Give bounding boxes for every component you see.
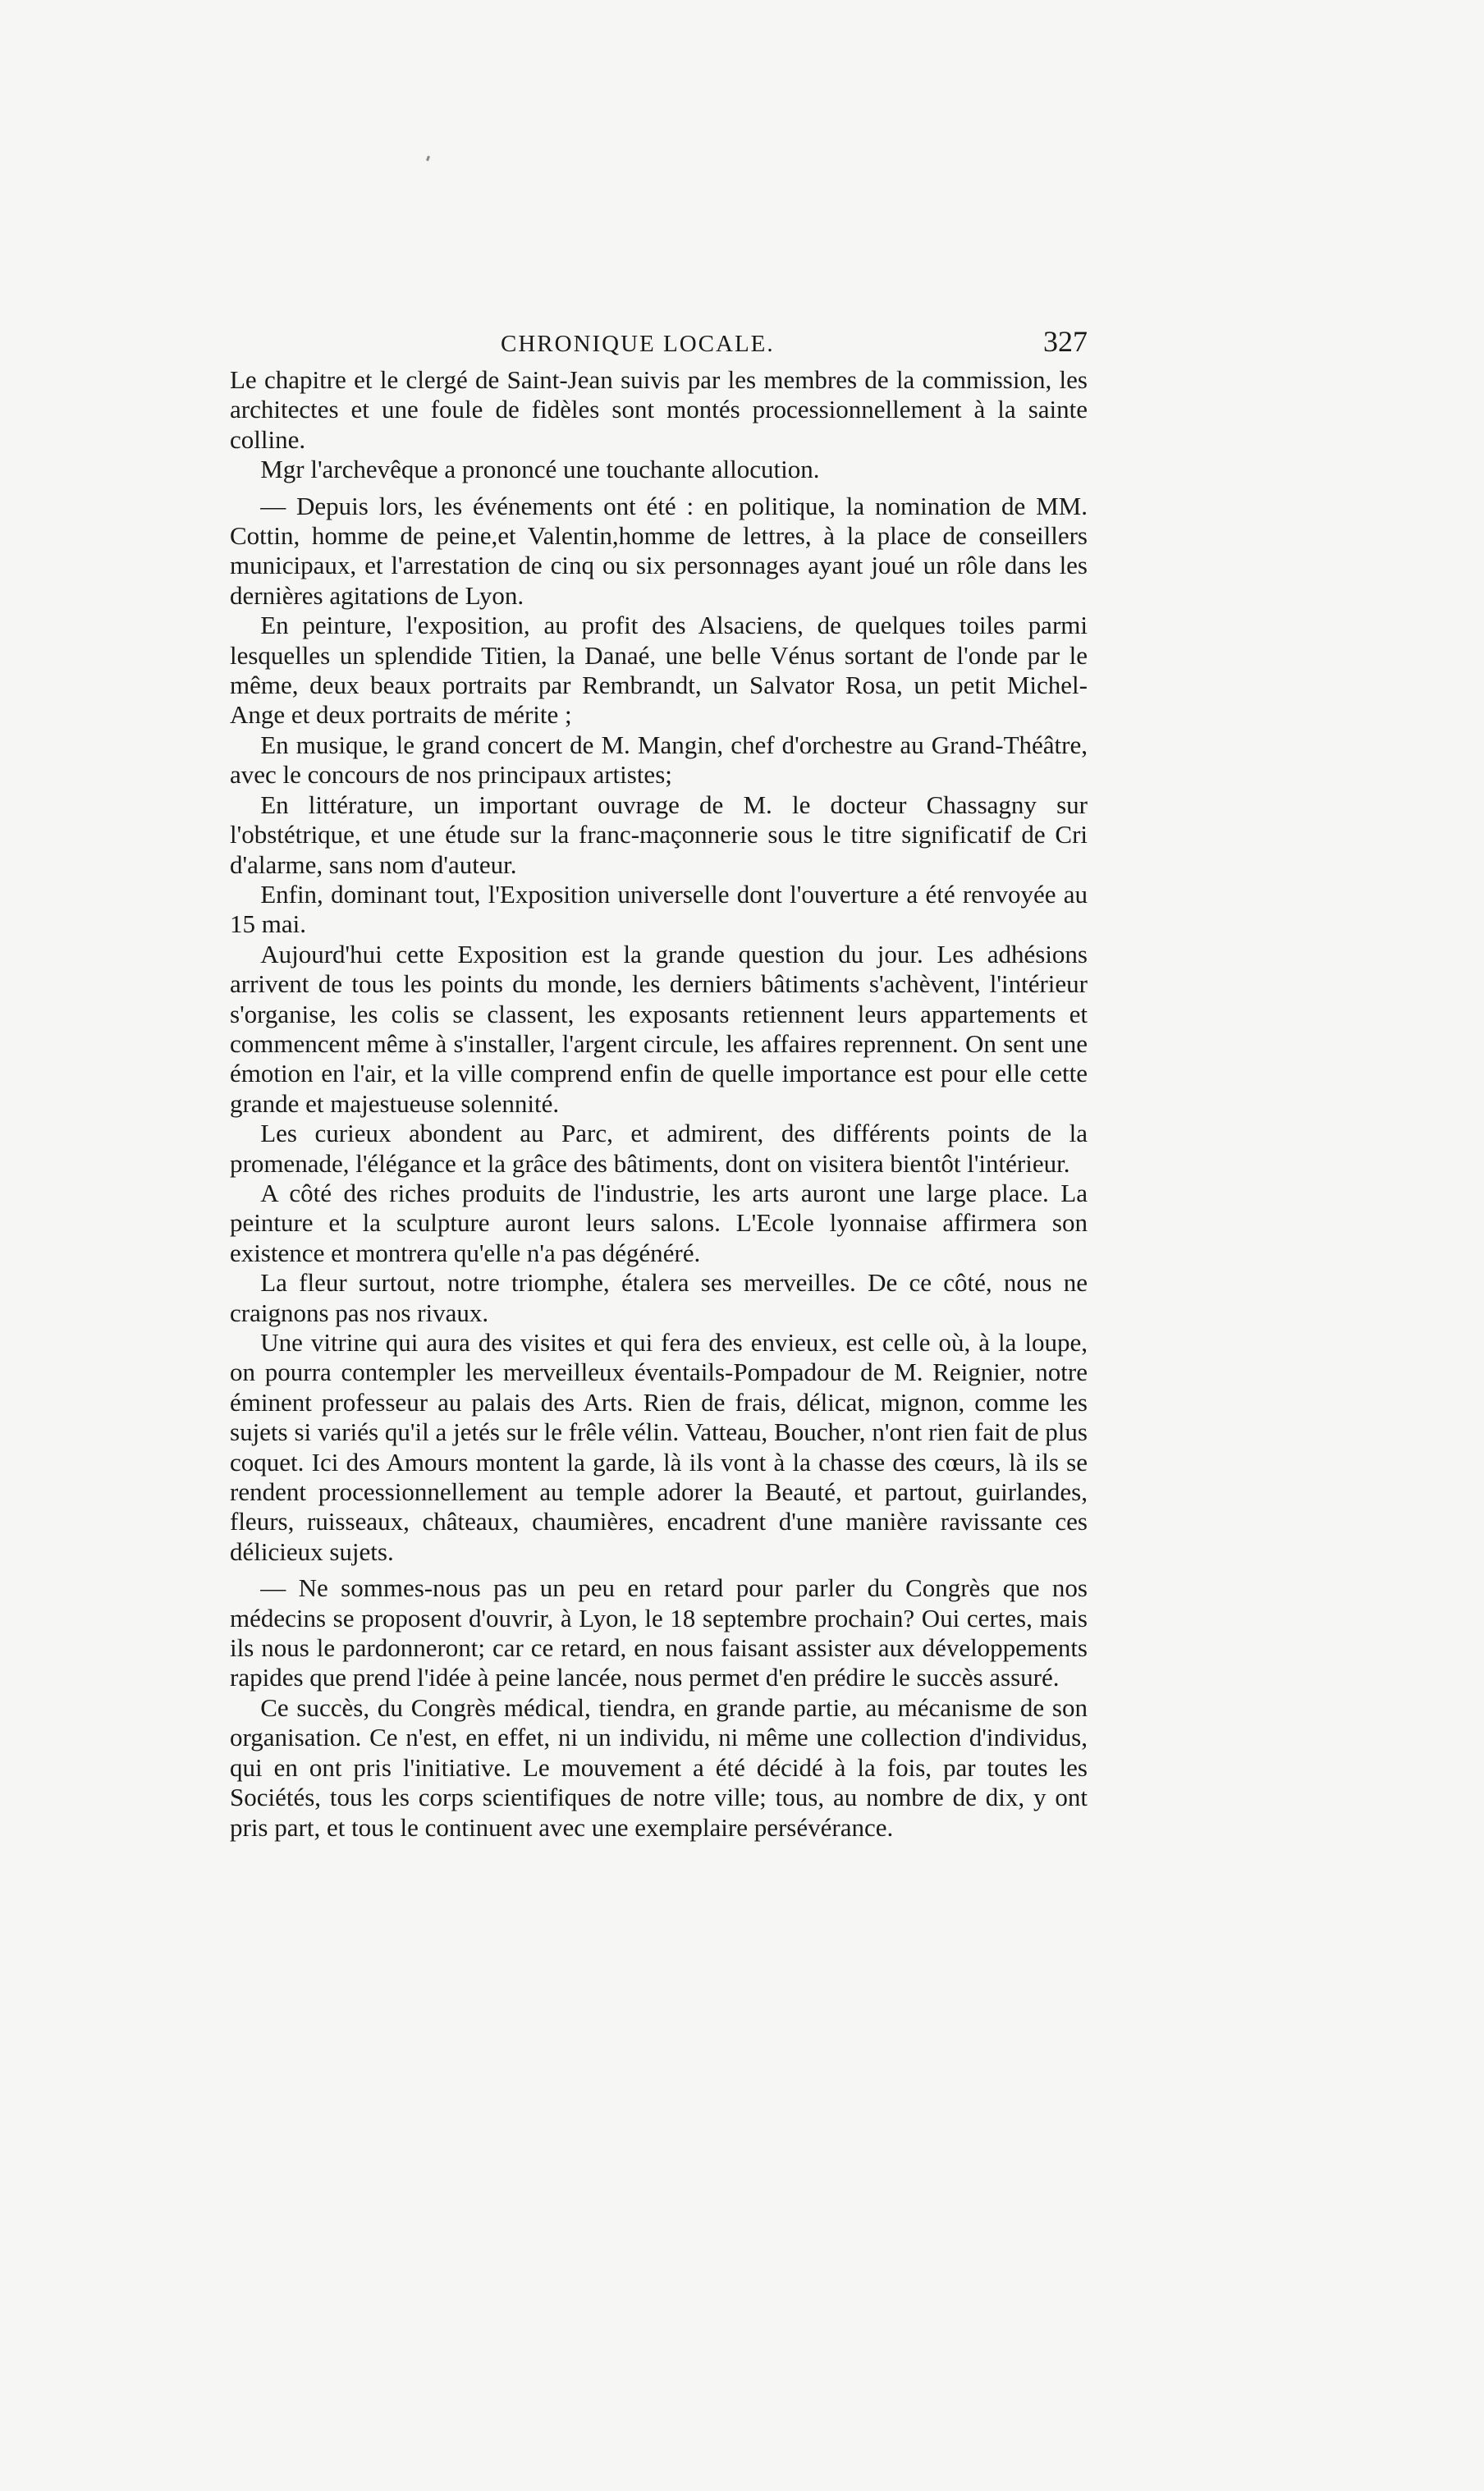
paragraph: — Depuis lors, les événements ont été : en politique, la nomination de MM. Cottin, homme de peine,et Valentin,homme de lettres, à la place de conseillers municipaux, et l'arrestation de cinq ou six personnages ayant joué un rôle dans les dernières agitations de Lyon.: [230, 491, 1088, 610]
paragraph: — Ne sommes-nous pas un peu en retard pour parler du Congrès que nos médecins se proposent d'ouvrir, à Lyon, le 18 septembre prochain? Oui certes, mais ils nous le pardonneront; car ce retard, en nous faisant assister aux développements rapides que prend l'idée à peine lancée, nous permet d'en prédire le succès assuré.: [230, 1573, 1088, 1692]
paragraph: En peinture, l'exposition, au profit des Alsaciens, de quelques toiles parmi lesquelles un splendide Titien, la Danaé, une belle Vénus sortant de l'onde par le même, deux beaux portraits par Rembrandt, un Salvator Rosa, un petit Michel-Ange et deux portraits de mérite ;: [230, 611, 1088, 730]
paragraph: Mgr l'archevêque a prononcé une touchante allocution.: [260, 455, 820, 484]
paragraph: La fleur surtout, notre triomphe, étalera ses merveilles. De ce côté, nous ne craignons pas nos rivaux.: [230, 1268, 1088, 1327]
paragraph: Les curieux abondent au Parc, et admirent, des différents points de la promenade, l'élégance et la grâce des bâtiments, dont on visitera bientôt l'intérieur.: [230, 1119, 1088, 1178]
scan-speck: [426, 156, 430, 162]
running-title: CHRONIQUE LOCALE.: [501, 331, 775, 357]
page-number: 327: [1043, 325, 1088, 358]
paragraph: En littérature, un important ouvrage de M. le docteur Chassagny sur l'obstétrique, et une étude sur la franc-maçonnerie sous le titre significatif de Cri d'alarme, sans nom d'auteur.: [230, 790, 1088, 879]
paragraph: A côté des riches produits de l'industrie, les arts auront une large place. La peinture et la sculpture auront leurs salons. L'Ecole lyonnaise affirmera son existence et montrera qu'elle n'a pas dégénéré.: [230, 1178, 1088, 1267]
paragraph: Aujourd'hui cette Exposition est la grande question du jour. Les adhésions arrivent de tous les points du monde, les derniers bâtiments s'achèvent, l'intérieur s'organise, les colis se classent, les exposants retiennent leurs appartements et commencent même à s'installer, l'argent circule, les affaires reprennent. On sent une émotion en l'air, et la ville comprend enfin de quelle importance est pour elle cette grande et majestueuse solennité.: [230, 939, 1088, 1118]
paragraph: Enfin, dominant tout, l'Exposition universelle dont l'ouverture a été renvoyée au 15 mai.: [230, 879, 1088, 939]
page-header: [230, 324, 1088, 365]
article-body: [230, 365, 1088, 1843]
paragraph: Le chapitre et le clergé de Saint-Jean suivis par les membres de la commission, les architectes et une foule de fidèles sont montés processionnellement à la sainte colline.: [230, 365, 1088, 454]
paragraph: En musique, le grand concert de M. Mangin, chef d'orchestre au Grand-Théâtre, avec le concours de nos principaux artistes;: [230, 730, 1088, 790]
paragraph: Une vitrine qui aura des visites et qui fera des envieux, est celle où, à la loupe, on pourra contempler les merveilleux éventails-Pompadour de M. Reignier, notre éminent professeur au palais des Arts. Rien de frais, délicat, mignon, comme les sujets si variés qu'il a jetés sur le frêle vélin. Vatteau, Boucher, n'ont rien fait de plus coquet. Ici des Amours montent la garde, là ils vont à la chasse des cœurs, là ils se rendent processionnellement au temple adorer la Beauté, et partout, guirlandes, fleurs, ruisseaux, châteaux, chaumières, encadrent d'une manière ravissante ces délicieux sujets.: [230, 1328, 1088, 1566]
paragraph: Ce succès, du Congrès médical, tiendra, en grande partie, au mécanisme de son organisation. Ce n'est, en effet, ni un individu, ni même une collection d'individus, qui en ont pris l'initiative. Le mouvement a été décidé à la fois, par toutes les Sociétés, tous les corps scientifiques de notre ville; tous, au nombre de dix, y ont pris part, et tous le continuent avec une exemplaire persévérance.: [230, 1692, 1088, 1842]
